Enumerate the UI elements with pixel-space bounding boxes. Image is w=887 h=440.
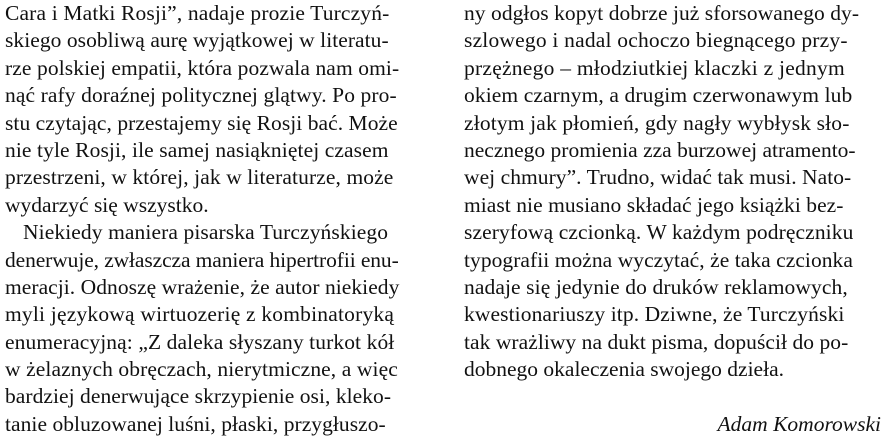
text-line: szlowego i nadal ochoczo biegnącego przy- <box>464 28 848 53</box>
text-line: dobnego okaleczenia swojego dzieła. <box>464 357 784 382</box>
text-line: szeryfową czcionką. W każdym podręczniku <box>464 220 854 245</box>
text-line: nie tyle Rosji, ile samej nasiąkniętej czasem <box>5 137 389 162</box>
text-line: skiego osobliwą aurę wyjątkowej w literatu- <box>5 28 389 53</box>
text-line: nąć rafy doraźnej politycznej glątwy. Po pro- <box>5 83 397 108</box>
text-line: bardziej denerwujące skrzypienie osi, kleko- <box>5 384 392 409</box>
text-line: meracji. Odnoszę wrażenie, że autor niekiedy <box>5 274 400 299</box>
text-line: przężnego – młodziutkiej klaczki z jednym <box>464 55 845 80</box>
text-line: tanie obluzowanej luśni, płaski, przygłuszo- <box>5 411 386 436</box>
text-line: enumeracyjną: „Z daleka słyszany turkot kół <box>5 329 395 354</box>
text-line: wej chmury”. Trudno, widać tak musi. Nato- <box>464 165 852 190</box>
text-line: ny odgłos kopyt dobrze już sforsowanego dy- <box>464 1 860 25</box>
text-line: w żelaznych obręczach, nierytmiczne, a więc <box>5 357 398 382</box>
author-signature: Adam Komorowski <box>717 412 881 436</box>
text-line: przestrzeni, w której, jak w literaturze, może <box>5 165 394 190</box>
right-column <box>464 0 884 383</box>
text-line: myli językową wirtuozerię z kombinatoryką <box>5 302 395 327</box>
text-line: stu czytając, przestajemy się Rosji bać. Może <box>5 110 398 135</box>
text-line: rze polskiej empatii, która pozwala nam omi- <box>5 55 400 80</box>
text-line: wydarzyć się wszystko. <box>5 192 209 217</box>
text-line: denerwuje, zwłaszcza maniera hipertrofii enu- <box>5 247 399 272</box>
text-line: okiem czarnym, a drugim czerwonawym lub <box>464 83 853 108</box>
text-line: nadaje się jedynie do druków reklamowych, <box>464 274 848 299</box>
left-column <box>5 0 425 438</box>
text-line: miast nie musiano składać jego książki bez- <box>464 192 844 217</box>
text-line: złotym jak płomień, gdy nagły wybłysk sło- <box>464 110 850 135</box>
text-line: necznego promienia zza burzowej atramento- <box>464 137 856 162</box>
text-line: tak wrażliwy na dukt pisma, dopuścił do po- <box>464 329 849 354</box>
text-line: typografii można wyczytać, że taka czcionka <box>464 247 853 272</box>
paragraph-first-line: Niekiedy maniera pisarska Turczyńskiego <box>23 220 389 245</box>
text-line: kwestionariuszy itp. Dziwne, że Turczyński <box>464 302 845 327</box>
text-line: Cara i Matki Rosji”, nadaje prozie Turczyń- <box>5 1 390 25</box>
